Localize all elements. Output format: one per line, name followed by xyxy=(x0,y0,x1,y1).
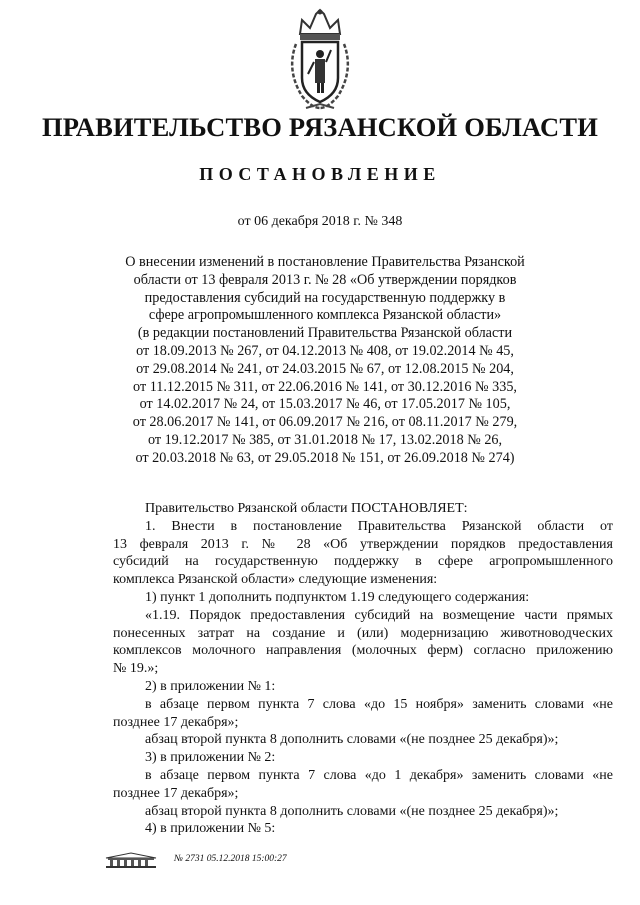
body-line: комплексов молочного направления (молочных ферм) согласно приложению xyxy=(113,643,613,659)
body-line: 13 февраля 2013 г. № 28 «Об утверждении порядков предоставления xyxy=(113,536,613,552)
subject-line: от 29.08.2014 № 241, от 24.03.2015 № 67, от 12.08.2015 № 204, xyxy=(136,360,514,377)
organization-title: ПРАВИТЕЛЬСТВО РЯЗАНСКОЙ ОБЛАСТИ xyxy=(41,112,599,142)
subject-line: сфере агропромышленного комплекса Рязанской области» xyxy=(148,307,502,324)
body-line: позднее 17 декабря»; xyxy=(113,785,239,801)
registration-stamp: № 2731 05.12.2018 15:00:27 xyxy=(174,854,287,864)
subject-line: от 20.03.2018 № 63, от 29.05.2018 № 151, от 26.09.2018 № 274) xyxy=(135,449,515,466)
document-body xyxy=(113,500,613,838)
body-line: абзац второй пункта 8 дополнить словами «(не позднее 25 декабря)»; xyxy=(145,732,559,748)
document-type: ПОСТАНОВЛЕНИЕ xyxy=(199,164,441,184)
subject-line: от 18.09.2013 № 267, от 04.12.2013 № 408, от 19.02.2014 № 45, xyxy=(136,342,514,359)
subject-line: от 14.02.2017 № 24, от 15.03.2017 № 46, от 17.05.2017 № 105, xyxy=(139,396,511,413)
subject-line: предоставления субсидий на государственную поддержку в xyxy=(144,289,506,306)
body-line: абзац второй пункта 8 дополнить словами «(не позднее 25 декабря)»; xyxy=(145,803,559,819)
document-date-number: от 06 декабря 2018 г. № 348 xyxy=(237,214,403,229)
ryazan-coat-of-arms-icon xyxy=(276,8,364,112)
subject-line: О внесении изменений в постановление Правительства Рязанской xyxy=(125,254,525,270)
body-line: 4) в приложении № 5: xyxy=(145,821,276,837)
body-line: 2) в приложении № 1: xyxy=(145,678,276,694)
body-line: в абзаце первом пункта 7 слова «до 1 декабря» заменить словами «не xyxy=(145,767,613,783)
subject-line: области от 13 февраля 2013 г. № 28 «Об утверждении порядков xyxy=(133,271,517,288)
body-line: № 19.»; xyxy=(113,661,159,677)
body-line: в абзаце первом пункта 7 слова «до 15 ноября» заменить словами «не xyxy=(145,696,613,712)
subject-line: от 11.12.2015 № 311, от 22.06.2016 № 141, от 30.12.2016 № 335, xyxy=(133,378,517,395)
stamp-building-icon xyxy=(100,852,162,868)
body-line: 1) пункт 1 дополнить подпунктом 1.19 следующего содержания: xyxy=(145,589,530,605)
body-line: позднее 17 декабря»; xyxy=(113,714,239,730)
body-line: 1. Внести в постановление Правительства Рязанской области от xyxy=(145,518,613,534)
document-subject xyxy=(120,254,530,468)
subject-line: от 19.12.2017 № 385, от 31.01.2018 № 17, 13.02.2018 № 26, xyxy=(147,431,503,448)
body-line: понесенных затрат на создание и (или) модернизацию животноводческих xyxy=(113,625,613,641)
subject-line: от 28.06.2017 № 141, от 06.09.2017 № 216, от 08.11.2017 № 279, xyxy=(132,414,518,431)
subject-line: (в редакции постановлений Правительства Рязанской области xyxy=(137,325,513,342)
body-line: комплекса Рязанской области» следующие изменения: xyxy=(113,572,438,588)
body-line: 3) в приложении № 2: xyxy=(145,750,276,766)
body-line: Правительство Рязанской области ПОСТАНОВЛЯЕТ: xyxy=(145,501,468,516)
body-line: «1.19. Порядок предоставления субсидий на возмещение части прямых xyxy=(145,607,613,623)
registration-footer xyxy=(100,852,400,868)
body-line: субсидий на государственную поддержку в сфере агропромышленного xyxy=(113,554,613,570)
